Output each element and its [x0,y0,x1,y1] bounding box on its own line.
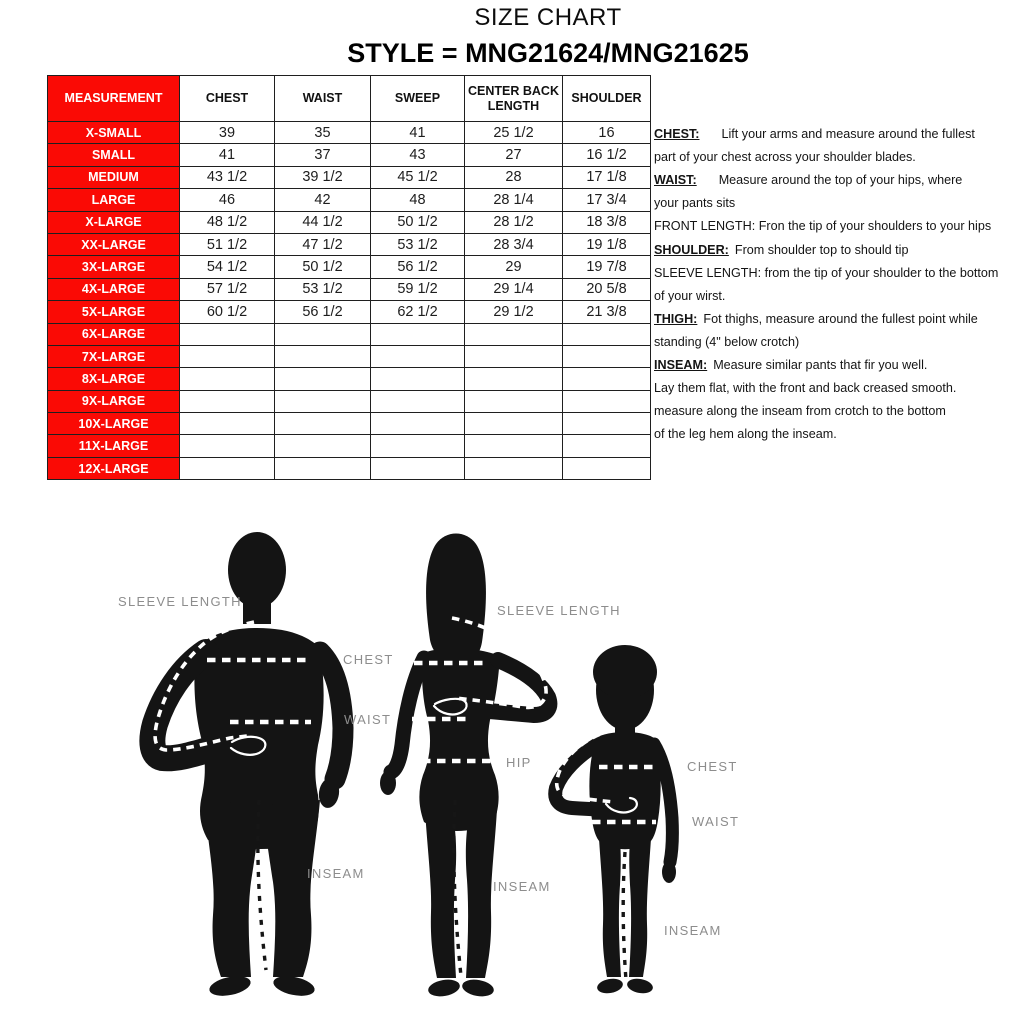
measurement-value-cell [180,435,275,457]
title-block [72,4,1024,69]
child-inseam-label: INSEAM [664,923,722,938]
table-body [48,122,651,480]
instruction-text: measure along the inseam from crotch to the bottom [654,404,946,419]
measurement-value-cell: 17 3/4 [563,189,651,211]
size-label-cell: 5X-LARGE [48,301,180,323]
size-label-cell: MEDIUM [48,166,180,188]
measurement-value-cell [465,390,563,412]
measurement-value-cell [371,390,465,412]
measurement-value-cell: 39 [180,122,275,144]
size-label-cell: XX-LARGE [48,233,180,255]
measurement-value-cell: 25 1/2 [465,122,563,144]
measurement-value-cell: 21 3/8 [563,301,651,323]
instruction-text: SLEEVE LENGTH: from the tip of your shoulder to the bottom [654,265,999,280]
measurement-value-cell [180,390,275,412]
instruction-line [654,192,1022,215]
size-figures-illustration [80,500,780,1024]
measurement-value-cell [563,435,651,457]
size-label-cell: 12X-LARGE [48,457,180,479]
measurement-value-cell [180,413,275,435]
measurement-value-cell: 44 1/2 [275,211,371,233]
column-header-waist: WAIST [275,76,371,122]
measurement-value-cell [275,457,371,479]
measurement-value-cell: 57 1/2 [180,278,275,300]
measurement-value-cell [465,323,563,345]
instruction-text: part of your chest across your shoulder blades. [654,150,916,165]
table-row [48,166,651,188]
measurement-value-cell: 16 [563,122,651,144]
measurement-instructions [654,123,1022,447]
woman-hip-label: HIP [506,755,532,770]
measurement-value-cell [465,345,563,367]
measurement-value-cell: 42 [275,189,371,211]
woman-right-foot [461,977,495,998]
instruction-line [654,239,1022,262]
instruction-text: standing (4" below crotch) [654,334,800,349]
measurement-value-cell [371,345,465,367]
instruction-line [654,123,1022,146]
measurement-value-cell: 56 1/2 [275,301,371,323]
measurement-value-cell [563,323,651,345]
table-row [48,413,651,435]
measurement-value-cell [275,323,371,345]
measurement-value-cell: 43 [371,144,465,166]
instruction-line [654,377,1022,400]
style-subtitle: STYLE = MNG21624/MNG21625 [347,38,749,68]
size-label-cell: SMALL [48,144,180,166]
measurement-value-cell [563,413,651,435]
measurement-value-cell [563,345,651,367]
measurement-value-cell: 19 7/8 [563,256,651,278]
measurement-value-cell: 28 [465,166,563,188]
woman-sleeve-length-label: SLEEVE LENGTH [497,603,621,618]
measurement-value-cell: 54 1/2 [180,256,275,278]
measurement-value-cell [563,390,651,412]
child-right-foot [626,977,654,995]
measurement-value-cell [180,345,275,367]
measurement-value-cell: 17 1/8 [563,166,651,188]
measurement-value-cell [563,368,651,390]
measurement-value-cell: 18 3/8 [563,211,651,233]
measurement-value-cell: 51 1/2 [180,233,275,255]
instruction-text: Lift your arms and measure around the fullest [721,127,975,141]
instruction-term: SHOULDER: [654,242,729,257]
instruction-line [654,308,1022,331]
measurement-value-cell: 39 1/2 [275,166,371,188]
child-left-foot [596,977,624,995]
size-label-cell: LARGE [48,189,180,211]
measurement-value-cell: 59 1/2 [371,278,465,300]
table-row [48,233,651,255]
measurement-value-cell [465,435,563,457]
measurement-value-cell: 56 1/2 [371,256,465,278]
measurement-value-cell: 29 [465,256,563,278]
measurement-value-cell [275,435,371,457]
size-label-cell: 4X-LARGE [48,278,180,300]
measurement-value-cell [275,345,371,367]
instruction-text: of your wirst. [654,288,726,303]
man-chest-label: CHEST [343,652,394,667]
measurement-value-cell: 48 1/2 [180,211,275,233]
child-inseam-dash-line [623,852,626,980]
size-label-cell: 6X-LARGE [48,323,180,345]
child-hair [593,645,657,699]
measurement-value-cell: 28 1/2 [465,211,563,233]
measurement-value-cell: 29 1/4 [465,278,563,300]
measurement-value-cell [371,413,465,435]
size-label-cell: 3X-LARGE [48,256,180,278]
instruction-text: From shoulder top to should tip [734,242,909,257]
instruction-text: FRONT LENGTH: Fron the tip of your shoulders to your hips [654,219,992,234]
size-label-cell: 11X-LARGE [48,435,180,457]
measurement-value-cell [465,413,563,435]
measurement-value-cell [180,457,275,479]
table-row [48,211,651,233]
man-hanging-arm [320,652,343,779]
table-row [48,278,651,300]
instruction-term: INSEAM: [654,358,708,373]
measurement-value-cell: 41 [180,144,275,166]
instruction-text: of the leg hem along the inseam. [654,427,837,442]
measurement-value-cell: 53 1/2 [275,278,371,300]
measurement-value-cell: 47 1/2 [275,233,371,255]
instruction-line [654,423,1022,446]
table-row [48,368,651,390]
measurement-value-cell [275,368,371,390]
child-silhouette [555,645,676,995]
instruction-term: THIGH: [654,311,698,326]
measurement-value-cell [275,390,371,412]
measurement-value-cell: 28 1/4 [465,189,563,211]
instruction-line [654,262,1022,285]
size-measurement-table [47,75,651,480]
measurement-value-cell [371,323,465,345]
measurement-value-cell: 62 1/2 [371,301,465,323]
size-label-cell: X-LARGE [48,211,180,233]
woman-hanging-arm [391,658,424,772]
table-row [48,144,651,166]
instruction-text: Measure around the top of your hips, where [718,173,963,188]
column-header-center-back-length: CENTER BACK LENGTH [465,76,563,122]
instruction-text: Fot thighs, measure around the fullest point while [703,311,978,326]
size-label-cell: 8X-LARGE [48,368,180,390]
measurement-value-cell [180,368,275,390]
measurement-value-cell [180,323,275,345]
measurement-value-cell: 43 1/2 [180,166,275,188]
table-row [48,345,651,367]
table-row [48,189,651,211]
column-header-measurement: MEASUREMENT [48,76,180,122]
table-row [48,457,651,479]
measurement-value-cell: 28 3/4 [465,233,563,255]
measurement-value-cell: 27 [465,144,563,166]
instruction-line [654,400,1022,423]
measurement-value-cell [465,457,563,479]
measurement-value-cell: 41 [371,122,465,144]
instruction-line [654,146,1022,169]
woman-left-foot [427,977,461,998]
instruction-term: WAIST: [654,173,697,188]
measurement-value-cell: 46 [180,189,275,211]
woman-head-hair [426,534,486,661]
measurement-value-cell: 37 [275,144,371,166]
table-row [48,390,651,412]
instruction-line [654,169,1022,192]
table-row [48,435,651,457]
measurement-value-cell: 16 1/2 [563,144,651,166]
column-header-sweep: SWEEP [371,76,465,122]
column-header-shoulder: SHOULDER [563,76,651,122]
measurement-value-cell [563,457,651,479]
instruction-text: your pants sits [654,196,736,211]
table-row [48,256,651,278]
size-label-cell: 7X-LARGE [48,345,180,367]
table-row [48,122,651,144]
woman-inseam-label: INSEAM [493,879,551,894]
measurement-value-cell [465,368,563,390]
instruction-text: Lay them flat, with the front and back creased smooth. [654,381,957,396]
page-title: SIZE CHART [474,4,622,31]
instruction-line [654,215,1022,238]
measurement-value-cell [371,435,465,457]
instruction-text: Measure similar pants that fir you well. [713,358,928,373]
instruction-line [654,354,1022,377]
size-label-cell: 9X-LARGE [48,390,180,412]
measurement-value-cell: 48 [371,189,465,211]
measurement-value-cell: 50 1/2 [275,256,371,278]
instruction-line [654,285,1022,308]
column-header-chest: CHEST [180,76,275,122]
man-sleeve-length-label: SLEEVE LENGTH [118,594,242,609]
measurement-value-cell: 45 1/2 [371,166,465,188]
instruction-term: CHEST: [654,127,700,141]
child-chest-label: CHEST [687,759,738,774]
measurement-value-cell: 29 1/2 [465,301,563,323]
measurement-value-cell: 60 1/2 [180,301,275,323]
instruction-line [654,331,1022,354]
size-label-cell: 10X-LARGE [48,413,180,435]
measurement-value-cell [371,457,465,479]
measurement-value-cell: 20 5/8 [563,278,651,300]
man-waist-label: WAIST [344,712,392,727]
table-header [48,76,651,122]
measurement-value-cell: 53 1/2 [371,233,465,255]
measurement-value-cell [275,413,371,435]
measurement-value-cell: 50 1/2 [371,211,465,233]
table-row [48,323,651,345]
child-waist-label: WAIST [692,814,740,829]
measurement-value-cell [371,368,465,390]
man-inseam-label: INSEAM [307,866,365,881]
size-label-cell: X-SMALL [48,122,180,144]
measurement-value-cell: 35 [275,122,371,144]
table-row [48,301,651,323]
measurement-value-cell: 19 1/8 [563,233,651,255]
